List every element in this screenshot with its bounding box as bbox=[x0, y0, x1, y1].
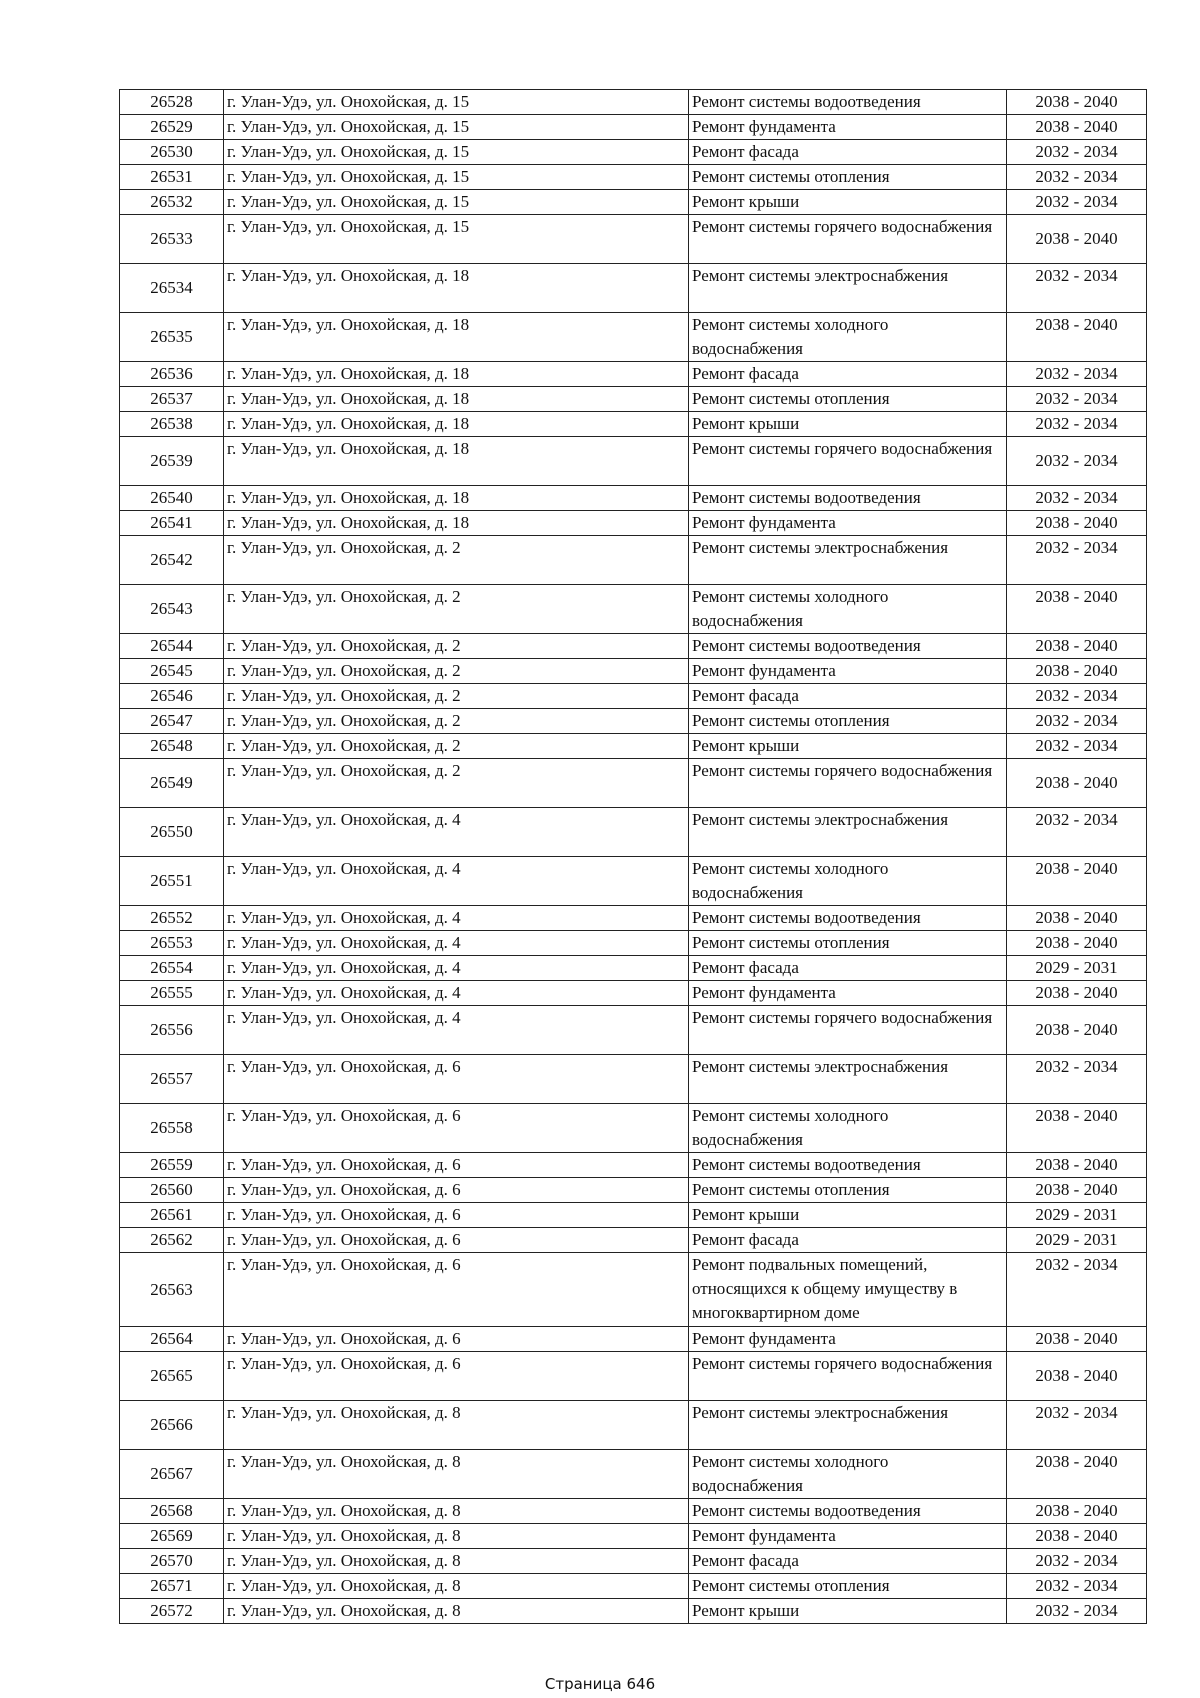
row-period: 2032 - 2034 bbox=[1007, 1055, 1147, 1104]
row-period: 2032 - 2034 bbox=[1007, 412, 1147, 437]
row-number: 26563 bbox=[120, 1253, 224, 1327]
row-number: 26540 bbox=[120, 486, 224, 511]
table-row bbox=[120, 659, 1147, 684]
table-row bbox=[120, 1401, 1147, 1450]
row-number: 26568 bbox=[120, 1499, 224, 1524]
row-number: 26535 bbox=[120, 313, 224, 362]
row-number: 26558 bbox=[120, 1104, 224, 1153]
table-row bbox=[120, 1006, 1147, 1055]
row-period: 2038 - 2040 bbox=[1007, 1006, 1147, 1055]
row-period: 2032 - 2034 bbox=[1007, 1549, 1147, 1574]
row-work-type: Ремонт фундамента bbox=[689, 511, 1007, 536]
row-period: 2032 - 2034 bbox=[1007, 362, 1147, 387]
table-row bbox=[120, 387, 1147, 412]
row-address: г. Улан-Удэ, ул. Онохойская, д. 6 bbox=[224, 1253, 689, 1327]
row-number: 26553 bbox=[120, 931, 224, 956]
table-row bbox=[120, 857, 1147, 906]
row-address: г. Улан-Удэ, ул. Онохойская, д. 4 bbox=[224, 808, 689, 857]
row-work-type: Ремонт системы холодного водоснабжения bbox=[689, 1104, 1007, 1153]
table-row bbox=[120, 362, 1147, 387]
row-number: 26538 bbox=[120, 412, 224, 437]
row-period: 2038 - 2040 bbox=[1007, 215, 1147, 264]
row-number: 26542 bbox=[120, 536, 224, 585]
row-period: 2038 - 2040 bbox=[1007, 115, 1147, 140]
row-number: 26555 bbox=[120, 981, 224, 1006]
row-number: 26557 bbox=[120, 1055, 224, 1104]
repair-schedule-table bbox=[119, 89, 1147, 1624]
row-number: 26550 bbox=[120, 808, 224, 857]
row-address: г. Улан-Удэ, ул. Онохойская, д. 4 bbox=[224, 1006, 689, 1055]
row-address: г. Улан-Удэ, ул. Онохойская, д. 6 bbox=[224, 1228, 689, 1253]
row-work-type: Ремонт системы отопления bbox=[689, 387, 1007, 412]
row-number: 26544 bbox=[120, 634, 224, 659]
row-period: 2032 - 2034 bbox=[1007, 734, 1147, 759]
row-address: г. Улан-Удэ, ул. Онохойская, д. 15 bbox=[224, 165, 689, 190]
row-work-type: Ремонт системы водоотведения bbox=[689, 486, 1007, 511]
table-row bbox=[120, 709, 1147, 734]
table-row bbox=[120, 1599, 1147, 1624]
row-period: 2032 - 2034 bbox=[1007, 1574, 1147, 1599]
table-body bbox=[120, 90, 1147, 1624]
row-work-type: Ремонт системы электроснабжения bbox=[689, 536, 1007, 585]
row-period: 2038 - 2040 bbox=[1007, 1153, 1147, 1178]
table-row bbox=[120, 412, 1147, 437]
row-period: 2038 - 2040 bbox=[1007, 1327, 1147, 1352]
row-work-type: Ремонт фасада bbox=[689, 1228, 1007, 1253]
row-number: 26572 bbox=[120, 1599, 224, 1624]
table-row bbox=[120, 486, 1147, 511]
row-period: 2032 - 2034 bbox=[1007, 1253, 1147, 1327]
table-row bbox=[120, 1253, 1147, 1327]
row-period: 2032 - 2034 bbox=[1007, 536, 1147, 585]
table-row bbox=[120, 684, 1147, 709]
row-address: г. Улан-Удэ, ул. Онохойская, д. 6 bbox=[224, 1055, 689, 1104]
row-address: г. Улан-Удэ, ул. Онохойская, д. 18 bbox=[224, 486, 689, 511]
row-period: 2029 - 2031 bbox=[1007, 956, 1147, 981]
row-address: г. Улан-Удэ, ул. Онохойская, д. 8 bbox=[224, 1599, 689, 1624]
row-address: г. Улан-Удэ, ул. Онохойская, д. 6 bbox=[224, 1352, 689, 1401]
row-address: г. Улан-Удэ, ул. Онохойская, д. 15 bbox=[224, 90, 689, 115]
row-address: г. Улан-Удэ, ул. Онохойская, д. 2 bbox=[224, 659, 689, 684]
row-period: 2038 - 2040 bbox=[1007, 1352, 1147, 1401]
row-address: г. Улан-Удэ, ул. Онохойская, д. 4 bbox=[224, 956, 689, 981]
row-work-type: Ремонт фундамента bbox=[689, 981, 1007, 1006]
table-row bbox=[120, 734, 1147, 759]
row-period: 2032 - 2034 bbox=[1007, 140, 1147, 165]
row-work-type: Ремонт системы холодного водоснабжения bbox=[689, 585, 1007, 634]
table-row bbox=[120, 115, 1147, 140]
page-number: Страница 646 bbox=[544, 1675, 656, 1693]
row-work-type: Ремонт крыши bbox=[689, 734, 1007, 759]
row-period: 2038 - 2040 bbox=[1007, 313, 1147, 362]
row-period: 2032 - 2034 bbox=[1007, 486, 1147, 511]
row-work-type: Ремонт системы холодного водоснабжения bbox=[689, 313, 1007, 362]
row-number: 26541 bbox=[120, 511, 224, 536]
row-address: г. Улан-Удэ, ул. Онохойская, д. 4 bbox=[224, 857, 689, 906]
row-work-type: Ремонт системы водоотведения bbox=[689, 1153, 1007, 1178]
row-number: 26536 bbox=[120, 362, 224, 387]
row-work-type: Ремонт системы горячего водоснабжения bbox=[689, 215, 1007, 264]
table-row bbox=[120, 215, 1147, 264]
table-row bbox=[120, 1499, 1147, 1524]
table-row bbox=[120, 931, 1147, 956]
row-number: 26534 bbox=[120, 264, 224, 313]
row-number: 26530 bbox=[120, 140, 224, 165]
row-work-type: Ремонт крыши bbox=[689, 1203, 1007, 1228]
table-row bbox=[120, 1228, 1147, 1253]
row-number: 26566 bbox=[120, 1401, 224, 1450]
row-number: 26565 bbox=[120, 1352, 224, 1401]
row-number: 26529 bbox=[120, 115, 224, 140]
table-row bbox=[120, 1574, 1147, 1599]
row-work-type: Ремонт фундамента bbox=[689, 1524, 1007, 1549]
row-period: 2038 - 2040 bbox=[1007, 634, 1147, 659]
row-period: 2038 - 2040 bbox=[1007, 1524, 1147, 1549]
row-address: г. Улан-Удэ, ул. Онохойская, д. 6 bbox=[224, 1104, 689, 1153]
row-address: г. Улан-Удэ, ул. Онохойская, д. 6 bbox=[224, 1178, 689, 1203]
table-row bbox=[120, 808, 1147, 857]
row-address: г. Улан-Удэ, ул. Онохойская, д. 15 bbox=[224, 115, 689, 140]
row-work-type: Ремонт системы горячего водоснабжения bbox=[689, 759, 1007, 808]
table-row bbox=[120, 437, 1147, 486]
table-row bbox=[120, 1178, 1147, 1203]
row-address: г. Улан-Удэ, ул. Онохойская, д. 8 bbox=[224, 1524, 689, 1549]
table-row bbox=[120, 1450, 1147, 1499]
row-address: г. Улан-Удэ, ул. Онохойская, д. 8 bbox=[224, 1450, 689, 1499]
row-work-type: Ремонт системы горячего водоснабжения bbox=[689, 1352, 1007, 1401]
row-work-type: Ремонт системы электроснабжения bbox=[689, 1055, 1007, 1104]
row-address: г. Улан-Удэ, ул. Онохойская, д. 2 bbox=[224, 585, 689, 634]
row-number: 26571 bbox=[120, 1574, 224, 1599]
row-number: 26560 bbox=[120, 1178, 224, 1203]
table-row bbox=[120, 313, 1147, 362]
row-address: г. Улан-Удэ, ул. Онохойская, д. 18 bbox=[224, 362, 689, 387]
table-row bbox=[120, 140, 1147, 165]
row-period: 2038 - 2040 bbox=[1007, 759, 1147, 808]
row-work-type: Ремонт системы холодного водоснабжения bbox=[689, 857, 1007, 906]
row-period: 2038 - 2040 bbox=[1007, 906, 1147, 931]
row-work-type: Ремонт фасада bbox=[689, 956, 1007, 981]
table-row bbox=[120, 511, 1147, 536]
row-number: 26528 bbox=[120, 90, 224, 115]
row-work-type: Ремонт системы холодного водоснабжения bbox=[689, 1450, 1007, 1499]
table-row bbox=[120, 190, 1147, 215]
row-work-type: Ремонт крыши bbox=[689, 190, 1007, 215]
row-address: г. Улан-Удэ, ул. Онохойская, д. 2 bbox=[224, 684, 689, 709]
row-work-type: Ремонт фасада bbox=[689, 140, 1007, 165]
row-address: г. Улан-Удэ, ул. Онохойская, д. 8 bbox=[224, 1499, 689, 1524]
row-work-type: Ремонт системы отопления bbox=[689, 709, 1007, 734]
row-period: 2038 - 2040 bbox=[1007, 90, 1147, 115]
table-row bbox=[120, 634, 1147, 659]
row-work-type: Ремонт фасада bbox=[689, 362, 1007, 387]
row-number: 26547 bbox=[120, 709, 224, 734]
row-work-type: Ремонт системы электроснабжения bbox=[689, 808, 1007, 857]
row-work-type: Ремонт системы горячего водоснабжения bbox=[689, 1006, 1007, 1055]
table-row bbox=[120, 1327, 1147, 1352]
row-number: 26537 bbox=[120, 387, 224, 412]
table-row bbox=[120, 981, 1147, 1006]
table-row bbox=[120, 956, 1147, 981]
row-period: 2032 - 2034 bbox=[1007, 165, 1147, 190]
row-work-type: Ремонт системы водоотведения bbox=[689, 634, 1007, 659]
table-row bbox=[120, 165, 1147, 190]
row-address: г. Улан-Удэ, ул. Онохойская, д. 8 bbox=[224, 1401, 689, 1450]
row-work-type: Ремонт системы отопления bbox=[689, 1574, 1007, 1599]
row-period: 2038 - 2040 bbox=[1007, 931, 1147, 956]
table-row bbox=[120, 585, 1147, 634]
row-period: 2032 - 2034 bbox=[1007, 437, 1147, 486]
row-number: 26546 bbox=[120, 684, 224, 709]
row-period: 2038 - 2040 bbox=[1007, 585, 1147, 634]
row-period: 2032 - 2034 bbox=[1007, 387, 1147, 412]
row-address: г. Улан-Удэ, ул. Онохойская, д. 4 bbox=[224, 906, 689, 931]
row-period: 2032 - 2034 bbox=[1007, 709, 1147, 734]
row-number: 26543 bbox=[120, 585, 224, 634]
row-work-type: Ремонт крыши bbox=[689, 412, 1007, 437]
row-address: г. Улан-Удэ, ул. Онохойская, д. 18 bbox=[224, 387, 689, 412]
row-address: г. Улан-Удэ, ул. Онохойская, д. 4 bbox=[224, 931, 689, 956]
row-address: г. Улан-Удэ, ул. Онохойская, д. 6 bbox=[224, 1153, 689, 1178]
row-number: 26556 bbox=[120, 1006, 224, 1055]
row-work-type: Ремонт крыши bbox=[689, 1599, 1007, 1624]
row-address: г. Улан-Удэ, ул. Онохойская, д. 6 bbox=[224, 1327, 689, 1352]
row-address: г. Улан-Удэ, ул. Онохойская, д. 2 bbox=[224, 734, 689, 759]
row-number: 26569 bbox=[120, 1524, 224, 1549]
row-number: 26567 bbox=[120, 1450, 224, 1499]
row-work-type: Ремонт фасада bbox=[689, 684, 1007, 709]
table-row bbox=[120, 536, 1147, 585]
row-number: 26539 bbox=[120, 437, 224, 486]
row-number: 26551 bbox=[120, 857, 224, 906]
table-row bbox=[120, 1549, 1147, 1574]
row-work-type: Ремонт системы электроснабжения bbox=[689, 264, 1007, 313]
row-period: 2038 - 2040 bbox=[1007, 1104, 1147, 1153]
row-period: 2032 - 2034 bbox=[1007, 1401, 1147, 1450]
row-period: 2032 - 2034 bbox=[1007, 808, 1147, 857]
table-row bbox=[120, 1203, 1147, 1228]
row-period: 2038 - 2040 bbox=[1007, 981, 1147, 1006]
row-number: 26549 bbox=[120, 759, 224, 808]
row-period: 2038 - 2040 bbox=[1007, 1499, 1147, 1524]
row-period: 2038 - 2040 bbox=[1007, 659, 1147, 684]
row-number: 26532 bbox=[120, 190, 224, 215]
row-address: г. Улан-Удэ, ул. Онохойская, д. 8 bbox=[224, 1574, 689, 1599]
table-row bbox=[120, 264, 1147, 313]
row-work-type: Ремонт системы горячего водоснабжения bbox=[689, 437, 1007, 486]
row-work-type: Ремонт подвальных помещений, относящихся к общему имуществу в многоквартирном доме bbox=[689, 1253, 1007, 1327]
row-address: г. Улан-Удэ, ул. Онохойская, д. 2 bbox=[224, 634, 689, 659]
row-period: 2029 - 2031 bbox=[1007, 1228, 1147, 1253]
row-period: 2038 - 2040 bbox=[1007, 857, 1147, 906]
row-address: г. Улан-Удэ, ул. Онохойская, д. 18 bbox=[224, 511, 689, 536]
row-period: 2032 - 2034 bbox=[1007, 684, 1147, 709]
table-row bbox=[120, 1524, 1147, 1549]
table-row bbox=[120, 1055, 1147, 1104]
row-period: 2032 - 2034 bbox=[1007, 1599, 1147, 1624]
row-work-type: Ремонт фундамента bbox=[689, 1327, 1007, 1352]
row-period: 2032 - 2034 bbox=[1007, 190, 1147, 215]
row-address: г. Улан-Удэ, ул. Онохойская, д. 15 bbox=[224, 190, 689, 215]
row-address: г. Улан-Удэ, ул. Онохойская, д. 4 bbox=[224, 981, 689, 1006]
row-address: г. Улан-Удэ, ул. Онохойская, д. 2 bbox=[224, 759, 689, 808]
row-number: 26545 bbox=[120, 659, 224, 684]
row-number: 26531 bbox=[120, 165, 224, 190]
row-work-type: Ремонт системы отопления bbox=[689, 165, 1007, 190]
row-work-type: Ремонт системы отопления bbox=[689, 1178, 1007, 1203]
row-work-type: Ремонт системы водоотведения bbox=[689, 1499, 1007, 1524]
row-number: 26554 bbox=[120, 956, 224, 981]
row-work-type: Ремонт системы водоотведения bbox=[689, 90, 1007, 115]
row-address: г. Улан-Удэ, ул. Онохойская, д. 18 bbox=[224, 412, 689, 437]
row-period: 2038 - 2040 bbox=[1007, 1450, 1147, 1499]
row-work-type: Ремонт фундамента bbox=[689, 115, 1007, 140]
row-number: 26548 bbox=[120, 734, 224, 759]
row-address: г. Улан-Удэ, ул. Онохойская, д. 18 bbox=[224, 264, 689, 313]
table-row bbox=[120, 906, 1147, 931]
row-work-type: Ремонт фундамента bbox=[689, 659, 1007, 684]
row-number: 26559 bbox=[120, 1153, 224, 1178]
row-number: 26570 bbox=[120, 1549, 224, 1574]
table-row bbox=[120, 1153, 1147, 1178]
row-number: 26533 bbox=[120, 215, 224, 264]
row-address: г. Улан-Удэ, ул. Онохойская, д. 15 bbox=[224, 140, 689, 165]
row-address: г. Улан-Удэ, ул. Онохойская, д. 6 bbox=[224, 1203, 689, 1228]
row-work-type: Ремонт фасада bbox=[689, 1549, 1007, 1574]
row-work-type: Ремонт системы электроснабжения bbox=[689, 1401, 1007, 1450]
row-period: 2038 - 2040 bbox=[1007, 511, 1147, 536]
row-number: 26561 bbox=[120, 1203, 224, 1228]
row-work-type: Ремонт системы водоотведения bbox=[689, 906, 1007, 931]
row-number: 26562 bbox=[120, 1228, 224, 1253]
row-period: 2038 - 2040 bbox=[1007, 1178, 1147, 1203]
row-address: г. Улан-Удэ, ул. Онохойская, д. 15 bbox=[224, 215, 689, 264]
row-number: 26564 bbox=[120, 1327, 224, 1352]
table-row bbox=[120, 1352, 1147, 1401]
row-number: 26552 bbox=[120, 906, 224, 931]
row-address: г. Улан-Удэ, ул. Онохойская, д. 8 bbox=[224, 1549, 689, 1574]
row-address: г. Улан-Удэ, ул. Онохойская, д. 2 bbox=[224, 536, 689, 585]
row-period: 2032 - 2034 bbox=[1007, 264, 1147, 313]
table-row bbox=[120, 1104, 1147, 1153]
row-address: г. Улан-Удэ, ул. Онохойская, д. 2 bbox=[224, 709, 689, 734]
table-row bbox=[120, 90, 1147, 115]
table-row bbox=[120, 759, 1147, 808]
row-address: г. Улан-Удэ, ул. Онохойская, д. 18 bbox=[224, 313, 689, 362]
row-address: г. Улан-Удэ, ул. Онохойская, д. 18 bbox=[224, 437, 689, 486]
row-work-type: Ремонт системы отопления bbox=[689, 931, 1007, 956]
row-period: 2029 - 2031 bbox=[1007, 1203, 1147, 1228]
